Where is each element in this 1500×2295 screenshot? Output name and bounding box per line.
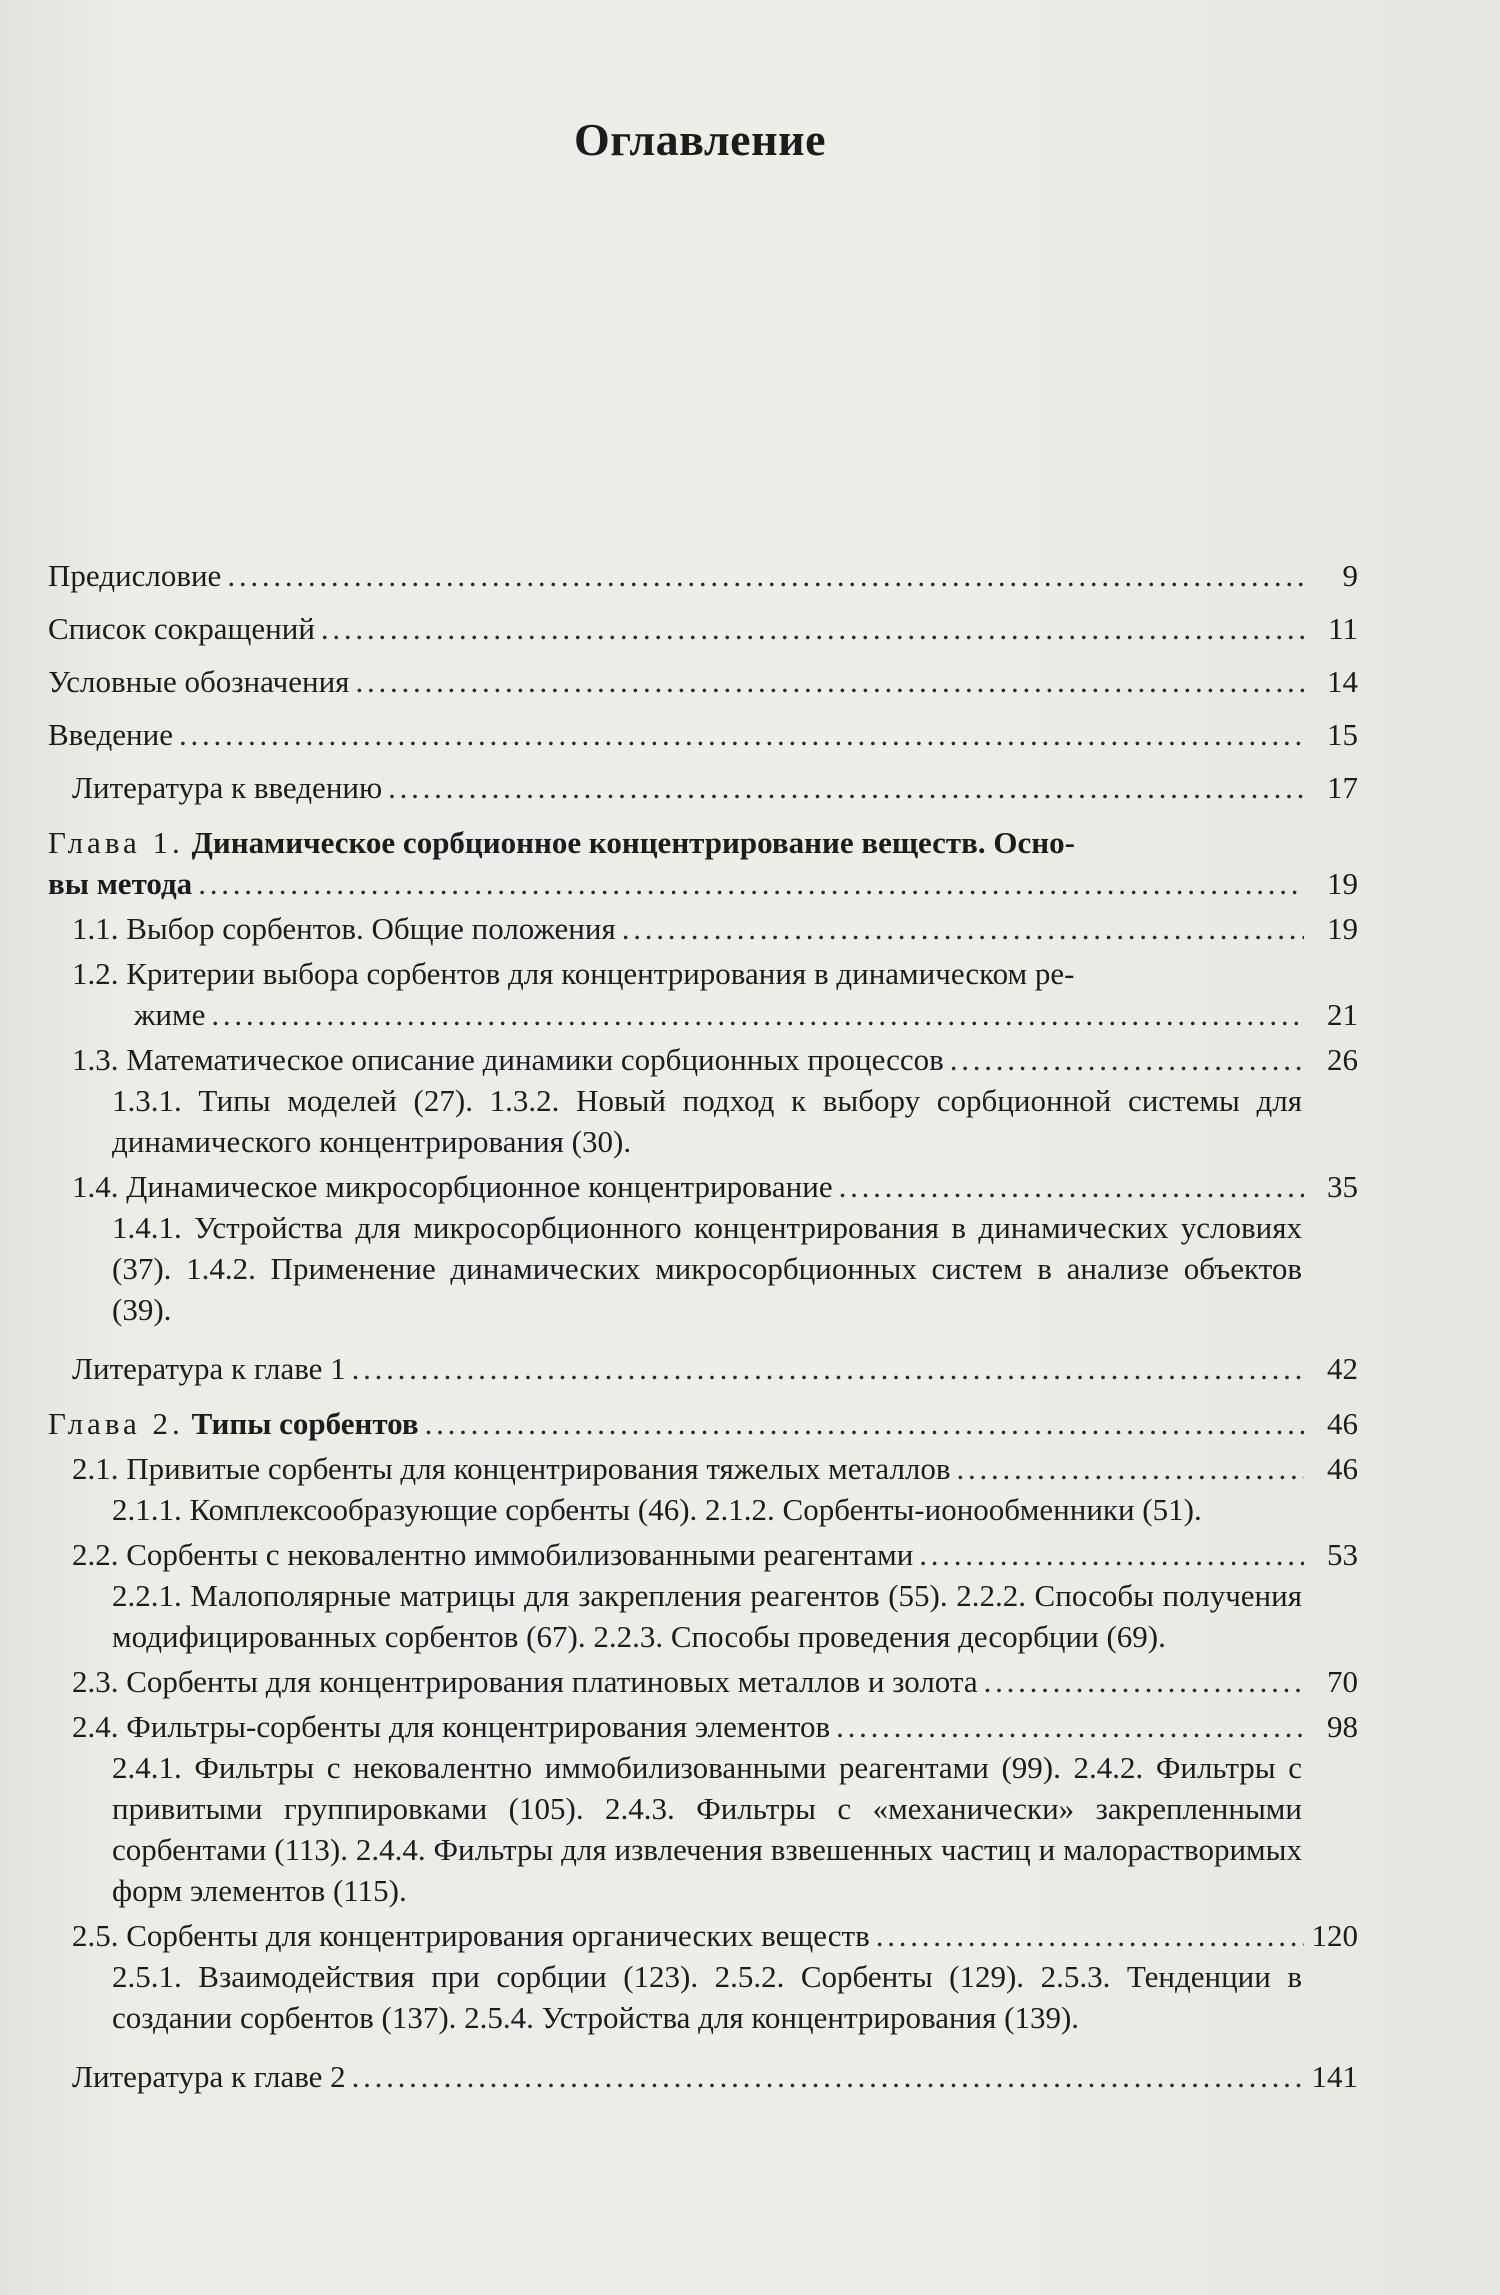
subsection-list: 2.4.1. Фильтры с нековалентно иммобилизованными реагентами (99). 2.4.2. Фильтры с привитыми группировками (105). 2.4.3. Фильтры с «механически» закрепленными сорбентами (113). 2.4.4. Фильтры для извлечения взвешенных частиц и малорастворимых форм элементов (115). <box>112 1750 1302 1908</box>
leader-dots <box>836 1706 1304 1747</box>
toc-entry-label: 2.5. Сорбенты для концентрирования органических веществ <box>72 1918 870 1953</box>
table-of-contents <box>48 555 1358 2097</box>
toc-entry[interactable] <box>48 1348 1358 1389</box>
subsection-list: 1.3.1. Типы моделей (27). 1.3.2. Новый подход к выбору сорбционной системы для динамического концентрирования (30). <box>112 1083 1302 1159</box>
chapter-number: Глава 1. <box>48 825 184 860</box>
chapter-1 <box>48 822 1358 1389</box>
toc-page-number: 46 <box>1327 1406 1358 1441</box>
toc-entry[interactable] <box>48 608 1358 649</box>
toc-entry[interactable] <box>48 1448 1358 1489</box>
leader-dots <box>425 1403 1304 1444</box>
toc-page-number: 14 <box>1327 664 1358 699</box>
toc-page-number: 19 <box>1327 866 1358 901</box>
toc-entry[interactable] <box>48 1039 1358 1080</box>
leader-dots <box>179 714 1304 755</box>
leader-dots <box>876 1915 1304 1956</box>
toc-entry-label: Литература к главе 1 <box>72 1351 346 1386</box>
leader-dots <box>388 767 1304 808</box>
leader-dots <box>355 661 1304 702</box>
toc-page-number: 141 <box>1311 2059 1358 2094</box>
toc-entry[interactable] <box>48 767 1358 808</box>
toc-entry-label: 1.4. Динамическое микросорбционное концентрирование <box>72 1169 833 1204</box>
subsection-list: 2.2.1. Малополярные матрицы для закрепления реагентов (55). 2.2.2. Способы получения модифицированных сорбентов (67). 2.2.3. Способы проведения десорбции (69). <box>112 1578 1302 1654</box>
chapter-title-cont: вы метода <box>48 866 193 901</box>
toc-entry-label: 2.3. Сорбенты для концентрирования платиновых металлов и золота <box>72 1664 978 1699</box>
toc-page-number: 35 <box>1327 1169 1358 1204</box>
toc-entry-label: Список сокращений <box>48 611 315 646</box>
leader-dots <box>839 1166 1304 1207</box>
chapter-2 <box>48 1403 1358 2097</box>
chapter-title: Динамическое сорбционное концентрирование веществ. Осно- <box>191 825 1075 860</box>
toc-page-number: 19 <box>1327 911 1358 946</box>
toc-entry[interactable] <box>48 1915 1358 1956</box>
toc-page-number: 9 <box>1342 558 1358 593</box>
toc-entry[interactable] <box>48 1534 1358 1575</box>
toc-entry[interactable] <box>48 555 1358 596</box>
toc-page-number: 11 <box>1328 611 1358 646</box>
leader-dots <box>950 1039 1304 1080</box>
toc-entry-label: Введение <box>48 717 173 752</box>
toc-page-number: 26 <box>1327 1042 1358 1077</box>
leader-dots <box>984 1661 1304 1702</box>
toc-entry[interactable] <box>48 714 1358 755</box>
chapter-1-heading[interactable] <box>48 822 1358 863</box>
chapter-title: Типы сорбентов <box>191 1406 419 1441</box>
toc-entry[interactable] <box>48 2056 1358 2097</box>
toc-entry[interactable] <box>48 661 1358 702</box>
toc-entry[interactable] <box>48 1706 1358 1747</box>
page-title: Оглавление <box>573 113 827 165</box>
leader-dots <box>211 994 1304 1035</box>
leader-dots <box>352 1348 1304 1389</box>
toc-page-number: 21 <box>1327 997 1358 1032</box>
toc-entry-label: 1.1. Выбор сорбентов. Общие положения <box>72 911 616 946</box>
toc-entry-label: 2.1. Привитые сорбенты для концентрирования тяжелых металлов <box>72 1451 951 1486</box>
toc-entry-label: 2.2. Сорбенты с нековалентно иммобилизованными реагентами <box>72 1537 914 1572</box>
leader-dots <box>622 908 1304 949</box>
toc-page-number: 120 <box>1311 1918 1358 1953</box>
toc-page-number: 98 <box>1327 1709 1358 1744</box>
toc-entry[interactable] <box>48 1661 1358 1702</box>
toc-page-number: 15 <box>1327 717 1358 752</box>
leader-dots <box>957 1448 1304 1489</box>
leader-dots <box>352 2056 1304 2097</box>
chapter-number: Глава 2. <box>48 1406 184 1441</box>
toc-page-number: 42 <box>1327 1351 1358 1386</box>
toc-entry[interactable] <box>48 1166 1358 1207</box>
toc-entry[interactable] <box>48 953 1358 1035</box>
subsection-list: 2.1.1. Комплексообразующие сорбенты (46). 2.1.2. Сорбенты-ионообменники (51). <box>112 1492 1202 1527</box>
toc-entry-label: 1.2. Критерии выбора сорбентов для концентрирования в динамическом ре- <box>72 956 1075 991</box>
toc-entry-cont <box>72 994 1358 1035</box>
leader-dots <box>321 608 1304 649</box>
toc-entry-label: Литература к главе 2 <box>72 2059 346 2094</box>
toc-page-number: 53 <box>1327 1537 1358 1572</box>
leader-dots <box>198 863 1304 904</box>
subsection-list: 1.4.1. Устройства для микросорбционного концентрирования в динамических условиях (37). 1.4.2. Применение динамических микросорбционных систем в анализе объектов (39). <box>112 1210 1302 1327</box>
subsection-list: 2.5.1. Взаимодействия при сорбции (123). 2.5.2. Сорбенты (129). 2.5.3. Тенденции в создании сорбентов (137). 2.5.4. Устройства для концентрирования (139). <box>112 1959 1302 2035</box>
leader-dots <box>919 1534 1304 1575</box>
toc-entry-label-cont: жиме <box>134 997 206 1032</box>
toc-entry-label: Литература к введению <box>72 770 383 805</box>
toc-entry-label: 2.4. Фильтры-сорбенты для концентрирования элементов <box>72 1709 831 1744</box>
toc-page-number: 46 <box>1327 1451 1358 1486</box>
toc-entry-label: Предисловие <box>48 558 222 593</box>
leader-dots <box>227 555 1304 596</box>
toc-page-number: 17 <box>1327 770 1358 805</box>
toc-entry[interactable] <box>48 863 1358 904</box>
toc-entry-label: Условные обозначения <box>48 664 350 699</box>
toc-entry[interactable] <box>48 908 1358 949</box>
toc-entry-label: 1.3. Математическое описание динамики сорбционных процессов <box>72 1042 944 1077</box>
toc-page-number: 70 <box>1327 1664 1358 1699</box>
chapter-2-heading[interactable] <box>48 1403 1358 1444</box>
